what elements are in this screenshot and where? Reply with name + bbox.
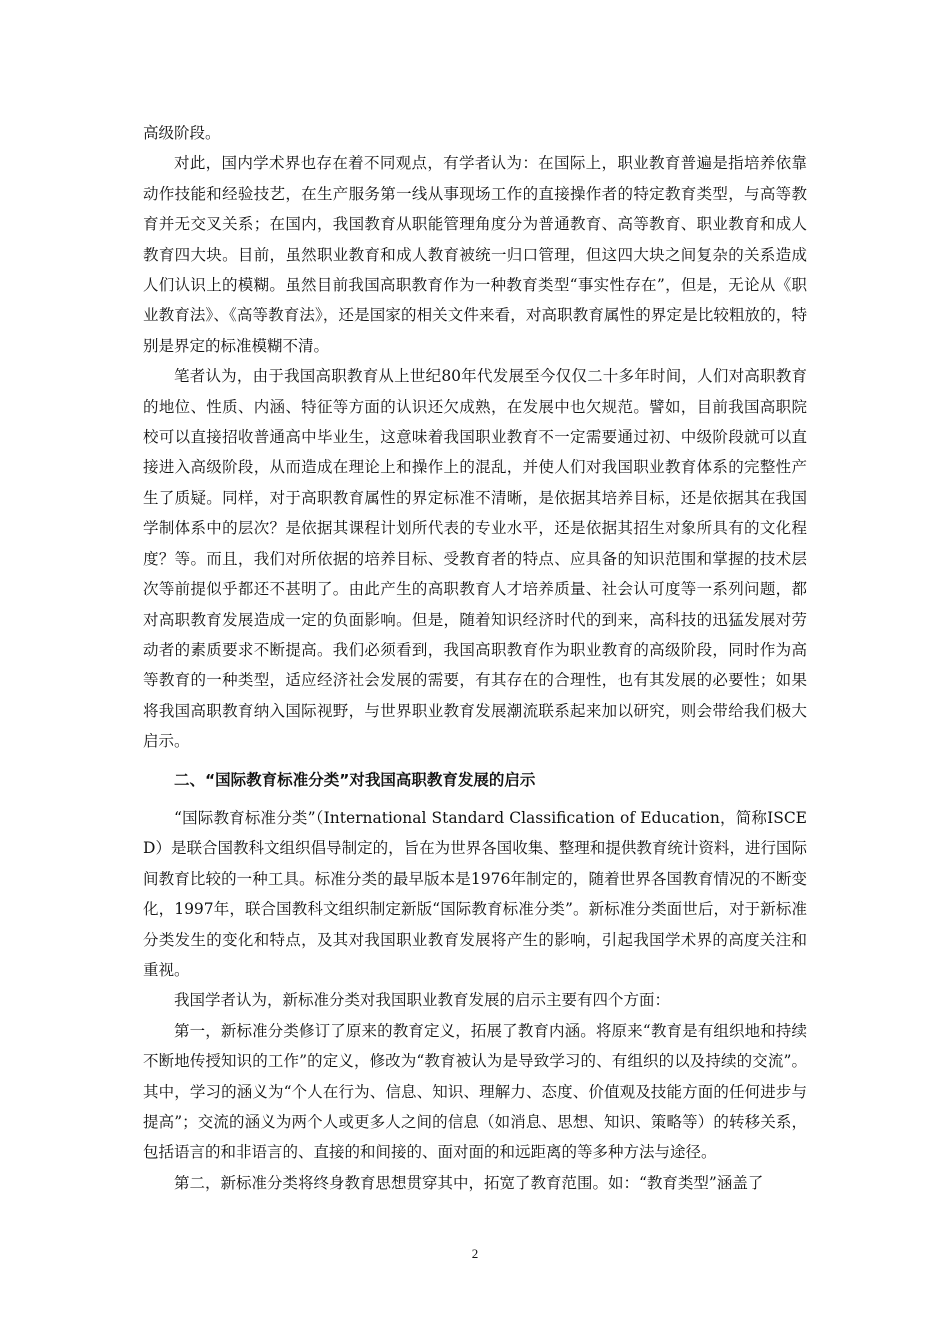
- document-page: [143, 118, 807, 1198]
- paragraph-isced-intro: “国际教育标准分类”（International Standard Classification of Education，简称ISCED）是联合国教科文组织倡导制定的，旨在为世界各国收集、整理和提供教育统计资料，进行国际间教育比较的一种工具。标准分类的最早版本是1976年制定的，随着世界各国教育情况的不断变化，1997年，联合国教科文组织制定新版“国际教育标准分类”。新标准分类面世后，对于新标准分类发生的变化和特点，及其对我国职业教育发展将产生的影响，引起我国学术界的高度关注和重视。: [143, 808, 807, 979]
- paragraph-first-aspect: 第一，新标准分类修订了原来的教育定义，拓展了教育内涵。将原来“教育是有组织地和持续不断地传授知识的工作”的定义，修改为“教育被认为是导致学习的、有组织的以及持续的交流”。其中，学习的涵义为“个人在行为、信息、知识、理解力、态度、价值观及技能方面的任何进步与提高”；交流的涵义为两个人或更多人之间的信息（如消息、思想、知识、策略等）的转移关系，包括语言的和非语言的、直接的和间接的、面对面的和远距离的等多种方法与途径。: [143, 1021, 807, 1162]
- paragraph-author-opinion: 笔者认为，由于我国高职教育从上世纪80年代发展至今仅仅二十多年时间，人们对高职教育的地位、性质、内涵、特征等方面的认识还欠成熟，在发展中也欠规范。譬如，目前我国高职院校可以直接招收普通高中毕业生，这意味着我国职业教育不一定需要通过初、中级阶段就可以直接进入高级阶段，从而造成在理论上和操作上的混乱，并使人们对我国职业教育体系的完整性产生了质疑。同样，对于高职教育属性的界定标准不清晰，是依据其培养目标，还是依据其在我国学制体系中的层次？是依据其课程计划所代表的专业水平，还是依据其招生对象所具有的文化程度？等。而且，我们对所依据的培养目标、受教育者的特点、应具备的知识范围和掌握的技术层次等前提似乎都还不甚明了。由此产生的高职教育人才培养质量、社会认可度等一系列问题，都对高职教育发展造成一定的负面影响。但是，随着知识经济时代的到来，高科技的迅猛发展对劳动者的素质要求不断提高。我们必须看到，我国高职教育作为职业教育的高级阶段，同时作为高等教育的一种类型，适应经济社会发展的需要，有其存在的合理性，也有其发展的必要性；如果将我国高职教育纳入国际视野，与世界职业教育发展潮流联系起来加以研究，则会带给我们极大启示。: [143, 367, 807, 751]
- paragraph-four-aspects: 我国学者认为，新标准分类对我国职业教育发展的启示主要有四个方面：: [174, 991, 671, 1010]
- paragraph-scholar-views: 对此，国内学术界也存在着不同观点，有学者认为：在国际上，职业教育普遍是指培养依靠动作技能和经验技艺，在生产服务第一线从事现场工作的直接操作者的特定教育类型，与高等教育并无交叉关系；在国内，我国教育从职能管理角度分为普通教育、高等教育、职业教育和成人教育四大块。目前，虽然职业教育和成人教育被统一归口管理，但这四大块之间复杂的关系造成人们认识上的模糊。虽然目前我国高职教育作为一种教育类型“事实性存在”，但是，无论从《职业教育法》、《高等教育法》，还是国家的相关文件来看，对高职教育属性的界定是比较粗放的，特别是界定的标准模糊不清。: [143, 154, 807, 355]
- paragraph-continuation: 高级阶段。: [143, 124, 221, 142]
- page-number: 2: [471, 1246, 479, 1261]
- paragraph-second-aspect: 第二，新标准分类将终身教育思想贯穿其中，拓宽了教育范围。如：“教育类型”涵盖了: [174, 1173, 764, 1192]
- section-heading: 二、“国际教育标准分类”对我国高职教育发展的启示: [174, 770, 536, 789]
